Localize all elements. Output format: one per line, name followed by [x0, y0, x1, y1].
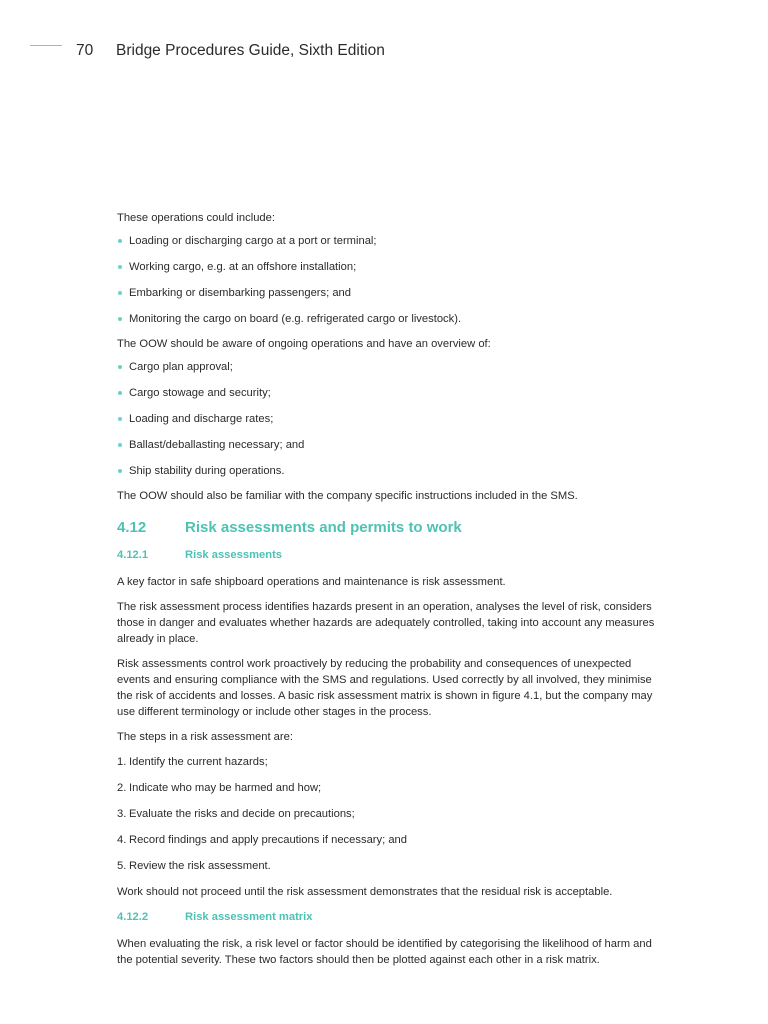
- subsection-number: 4.12.2: [117, 911, 149, 923]
- bullet-icon: [118, 317, 122, 321]
- list-item: Loading or discharging cargo at a port or terminal;: [117, 233, 657, 249]
- paragraph: The risk assessment process identifies hazards present in an operation, analyses the level of risk, considers those in danger and evaluates whether hazards are adequately controlled, taking into account any measures already in place.: [117, 601, 655, 645]
- step-text: Record findings and apply precautions if necessary; and: [129, 834, 407, 846]
- step-number: 1.: [117, 756, 127, 768]
- intro-lead: These operations could include:: [117, 212, 275, 224]
- list-item: Embarking or disembarking passengers; and: [117, 285, 657, 301]
- subsection-title: Risk assessments: [185, 549, 283, 561]
- step-text: Identify the current hazards;: [129, 756, 268, 768]
- header-rule: [30, 45, 62, 46]
- list-item: [117, 780, 657, 796]
- step-number: 2.: [117, 782, 127, 794]
- subsection-number: 4.12.1: [117, 549, 149, 561]
- list-item: Cargo plan approval;: [117, 359, 657, 375]
- step-number: 3.: [117, 808, 127, 820]
- section-heading: [117, 520, 657, 536]
- list-item: Cargo stowage and security;: [117, 385, 657, 401]
- subsection-heading: [117, 547, 657, 563]
- running-title: Bridge Procedures Guide, Sixth Edition: [116, 42, 385, 59]
- list-item: [117, 858, 657, 874]
- overview-closing: The OOW should also be familiar with the company specific instructions included in the SMS.: [117, 490, 578, 502]
- step-number: 5.: [117, 860, 127, 872]
- steps-lead: The steps in a risk assessment are:: [117, 731, 293, 743]
- bullet-icon: [118, 239, 122, 243]
- section-number: 4.12: [117, 519, 147, 536]
- operations-list: [117, 233, 657, 327]
- step-text: Review the risk assessment.: [129, 860, 271, 872]
- list-item: Ship stability during operations.: [117, 463, 657, 479]
- page-number: 70: [76, 42, 94, 59]
- list-item: Working cargo, e.g. at an offshore installation;: [117, 259, 657, 275]
- list-item: [117, 806, 657, 822]
- list-item: Monitoring the cargo on board (e.g. refrigerated cargo or livestock).: [117, 311, 657, 327]
- list-item: [117, 832, 657, 848]
- section-title: Risk assessments and permits to work: [185, 519, 462, 536]
- bullet-icon: [118, 265, 122, 269]
- bullet-icon: [118, 365, 122, 369]
- list-item: [117, 754, 657, 770]
- bullet-icon: [118, 469, 122, 473]
- overview-list: [117, 359, 657, 479]
- bullet-icon: [118, 291, 122, 295]
- bullet-icon: [118, 417, 122, 421]
- overview-lead: The OOW should be aware of ongoing operations and have an overview of:: [117, 338, 491, 350]
- paragraph: Work should not proceed until the risk assessment demonstrates that the residual risk is acceptable.: [117, 886, 613, 898]
- bullet-icon: [118, 443, 122, 447]
- list-item: Loading and discharge rates;: [117, 411, 657, 427]
- step-text: Evaluate the risks and decide on precautions;: [129, 808, 355, 820]
- risk-assessment-steps: [117, 754, 657, 874]
- paragraph: When evaluating the risk, a risk level or factor should be identified by categorising the likelihood of harm and the potential severity. These two factors should then be plotted against each other in a risk matrix.: [117, 938, 652, 966]
- bullet-icon: [118, 391, 122, 395]
- list-item: Ballast/deballasting necessary; and: [117, 437, 657, 453]
- step-text: Indicate who may be harmed and how;: [129, 782, 322, 794]
- subsection-title: Risk assessment matrix: [185, 911, 313, 923]
- page-body: [117, 210, 657, 968]
- subsection-heading: [117, 909, 657, 925]
- paragraph: A key factor in safe shipboard operations and maintenance is risk assessment.: [117, 576, 506, 588]
- step-number: 4.: [117, 834, 127, 846]
- paragraph: Risk assessments control work proactively by reducing the probability and consequences of unexpected events and ensuring compliance with the SMS and regulations. Used correctly by all involved, they minimise the risk of accidents and losses. A basic risk assessment matrix is shown in figure 4.1, but the company may use different terminology or include other stages in the process.: [117, 658, 653, 718]
